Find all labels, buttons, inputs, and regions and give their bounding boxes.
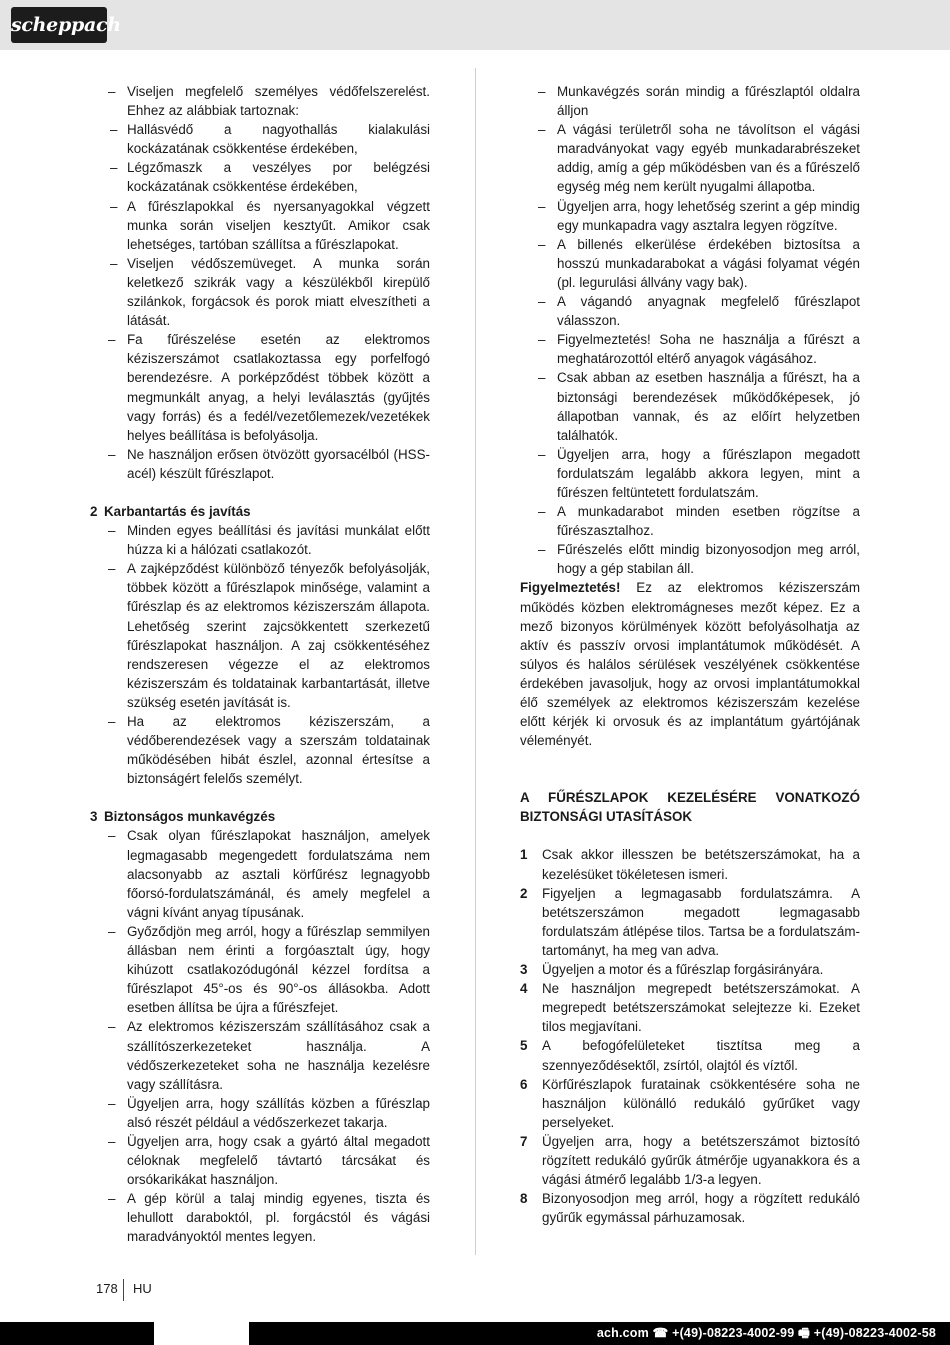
section-number: 2: [90, 503, 98, 519]
list-item: – Ügyeljen arra, hogy a fűrészlapon megadott fordulatszám legalább akkora legyen, mint a fűrészen feltüntetett fordulatszám.: [520, 445, 860, 502]
ppe-list: [90, 120, 430, 330]
section-title: Biztonságos munkavégzés: [104, 809, 276, 825]
item-text: Csak akkor illesszen be betétszerszámokat, ha a kezelésüket tökéletesen ismeri.: [542, 847, 860, 882]
numbered-item: [520, 1075, 860, 1132]
item-number: 1: [520, 847, 528, 863]
list-item: – Fűrészelés előtt mindig bizonyosodjon meg arról, hogy a gép stabilan áll.: [520, 540, 860, 578]
section-heading-2: [90, 502, 430, 521]
emf-warning: [520, 578, 860, 750]
list-item: – Minden egyes beállítási és javítási munkálat előtt húzza ki a hálózati csatlakozót.: [90, 521, 430, 559]
left-column: [90, 82, 430, 1247]
item-text: Körfűrészlapok furatainak csökkentésére soha ne használjon különálló redukáló gyűrűket vagy perselyeket.: [542, 1076, 860, 1130]
item-text: Figyeljen a legmagasabb fordulatszámra. A betétszerszámon megadott legmagasabb fordulatszám átlépése tilos. Tartsa be a fordulatszám-tartományt, ha meg van adva.: [542, 885, 860, 958]
item-number: 2: [520, 885, 528, 901]
numbered-item: [520, 1132, 860, 1189]
item-text: A befogófelületeket tisztítsa meg a szennyeződésektől, zsírtól, olajtól és víztől.: [542, 1038, 860, 1073]
section-heading-3: [90, 807, 430, 826]
right-column: [520, 82, 860, 1227]
contact-bar-gap: [154, 1322, 249, 1345]
list-item: – Csak abban az esetben használja a fűrészt, ha a biztonsági berendezések működőképesek, jó állapotban vannak, és az előírt helyzetben találhatók.: [520, 368, 860, 444]
item-text: Ügyeljen a motor és a fűrészlap forgásirányára.: [542, 962, 824, 978]
language-code: HU: [133, 1281, 152, 1296]
item-number: 6: [520, 1076, 528, 1092]
item-text: Bizonyosodjon meg arról, hogy a rögzített redukáló gyűrűk egymással párhuzamosak.: [542, 1191, 860, 1226]
item-text: Ügyeljen arra, hogy a betétszerszámot biztosító rögzített redukáló gyűrűk átmérője ugyanakkora és a vágási átmérő legalább 1/3-a legyen.: [542, 1133, 860, 1188]
item-number: 7: [520, 1133, 528, 1149]
list-item: – A zajképződést különböző tényezők befolyásolják, többek között a fűrészlapok minősége, valamint a fűrészlap és az elektromos kéziszerszám állapota. Lehetőség szerint zajcsökkentett szerkezetű fűrészlapokat használjon. A zaj csökkentéséhez rendszeresen végezze el az elektromos kéziszerszám és toldatainak karbantartását, illetve szükség esetén javítását is.: [90, 559, 430, 712]
ppe-intro: – Viseljen megfelelő személyes védőfelszerelést. Ehhez az alábbiak tartoznak:: [90, 82, 430, 120]
list-item: – Hallásvédő a nagyothallás kialakulási kockázatának csökkentése érdekében,: [90, 120, 430, 158]
page-header: [0, 0, 950, 50]
list-item: – Az elektromos kéziszerszám szállításához csak a szállítószerkezeteket használja. A védőszerkezeteket soha ne használja kezelésre vagy szállításra.: [90, 1017, 430, 1093]
warning-text: Ez az elektromos kéziszerszám működés közben elektromágneses mezőt képez. Ez a mező bizonyos körülmények között befolyásolhatja az aktív és passzív orvosi implantátumok működését. A súlyos és halálos sérülések veszélyének csökkentése érdekében javasoljuk, hogy az orvosi implantátumokkal élő személyek az elektromos kéziszerszám kezelése előtt kérjék ki orvosuk és az implantátum gyártójának véleményét.: [520, 580, 860, 749]
column-divider: [475, 68, 476, 1255]
item-text: Ne használjon megrepedt betétszerszámokat. A megrepedt betétszerszámokat selejtezze ki. Ezeket tilos megjavítani.: [542, 981, 860, 1035]
numbered-item: [520, 845, 860, 883]
list-item: – A gép körül a talaj mindig egyenes, tiszta és lehullott daraboktól, pl. forgácstól és vágási maradványoktól mentes legyen.: [90, 1189, 430, 1246]
numbered-item: [520, 1036, 860, 1074]
numbered-item: [520, 1189, 860, 1227]
list-item: – A vágandó anyagnak megfelelő fűrészlapot válasszon.: [520, 292, 860, 330]
numbered-item: [520, 979, 860, 1036]
item-number: 5: [520, 1038, 528, 1054]
list-item: – Viseljen védőszemüveget. A munka során keletkező szikrák vagy a készülékből kirepülő szilánkok, forgácsok és porok miatt elveszítheti a látását.: [90, 254, 430, 330]
list-item: – Ha az elektromos kéziszerszám, a védőberendezések vagy a szerszám toldatainak működésében hibát észlel, azonnal értesítse a biztonságért felelős személyt.: [90, 712, 430, 788]
brand-logo: scheppach: [11, 7, 107, 43]
item-number: 4: [520, 981, 528, 997]
section-number: 3: [90, 809, 98, 825]
list-item: – A billenés elkerülése érdekében biztosítsa a hosszú munkadarabokat a vágási folyamat végén (pl. legurulási állvány vagy bak).: [520, 235, 860, 292]
numbered-item: [520, 960, 860, 979]
footer-divider: [123, 1279, 124, 1301]
item-number: 3: [520, 962, 528, 978]
list-item: – A vágási területről soha ne távolítson el vágási maradványokat vagy egyéb munkadarabrészeket addig, amíg a gép működésben van és a fűrészelő egység még nem került nyugalmi állapotba.: [520, 120, 860, 196]
list-item: – Győződjön meg arról, hogy a fűrészlap semmilyen állásban nem érinti a forgóasztalt úgy, hogy kihúzott csatlakozódugónál kézzel fordítsa a fűrészlapot 45°-os és 90°-os állásokba. Adott esetben állítsa be újra a fűrészfejet.: [90, 922, 430, 1017]
saw-blade-safety-heading: A FŰRÉSZLAPOK KEZELÉSÉRE VONATKOZÓ BIZTONSÁGI UTASÍTÁSOK: [520, 790, 860, 825]
list-item: – Ügyeljen arra, hogy szállítás közben a fűrészlap alsó részét például a védőszerkezet takarja.: [90, 1094, 430, 1132]
contact-info: ach.com ☎ +(49)-08223-4002-99 🖷 +(49)-08223-4002-58: [596, 1326, 936, 1340]
warning-label: Figyelmeztetés!: [520, 580, 621, 596]
list-item: – A munkadarabot minden esetben rögzítse a fűrészasztalhoz.: [520, 502, 860, 540]
list-item: – Fa fűrészelése esetén az elektromos kéziszerszámot csatlakoztassa egy porfelfogó berendezésre. A porképződést többek között a megmunkált anyag, a helyi leválasztás (gyűjtés vagy forrás) és a fedél/vezetőlemezek/vezetékek helyes beállítása is befolyásolja.: [90, 330, 430, 445]
list-item: – Munkavégzés során mindig a fűrészlaptól oldalra álljon: [520, 82, 860, 120]
list-item: – Csak olyan fűrészlapokat használjon, amelyek legmagasabb megengedett fordulatszáma nem alacsonyabb az asztali körfűrész legnagyobb főorsó-fordulatszámánál, és amely megfelel a vágni kívánt anyag típusának.: [90, 826, 430, 921]
list-item: – Ügyeljen arra, hogy csak a gyártó által megadott céloknak megfelelő távtartó tárcsákat és orsókarikákat használjon.: [90, 1132, 430, 1189]
list-item: – A fűrészlapokkal és nyersanyagokkal végzett munka során viseljen kesztyűt. Amikor csak lehetséges, tartóban szállítsa a fűrészlapokat.: [90, 197, 430, 254]
list-item: – Ügyeljen arra, hogy lehetőség szerint a gép mindig egy munkapadra vagy asztalra legyen rögzítve.: [520, 197, 860, 235]
list-item: – Ne használjon erősen ötvözött gyorsacélból (HSS-acél) készült fűrészlapot.: [90, 445, 430, 483]
list-item: – Figyelmeztetés! Soha ne használja a fűrészt a meghatározottól eltérő anyagok vágásához.: [520, 330, 860, 368]
page-number: 178: [96, 1281, 118, 1296]
section-title: Karbantartás és javítás: [104, 503, 251, 519]
list-item: – Légzőmaszk a veszélyes por belégzési kockázatának csökkentése érdekében,: [90, 158, 430, 196]
item-number: 8: [520, 1191, 528, 1207]
numbered-item: [520, 884, 860, 960]
